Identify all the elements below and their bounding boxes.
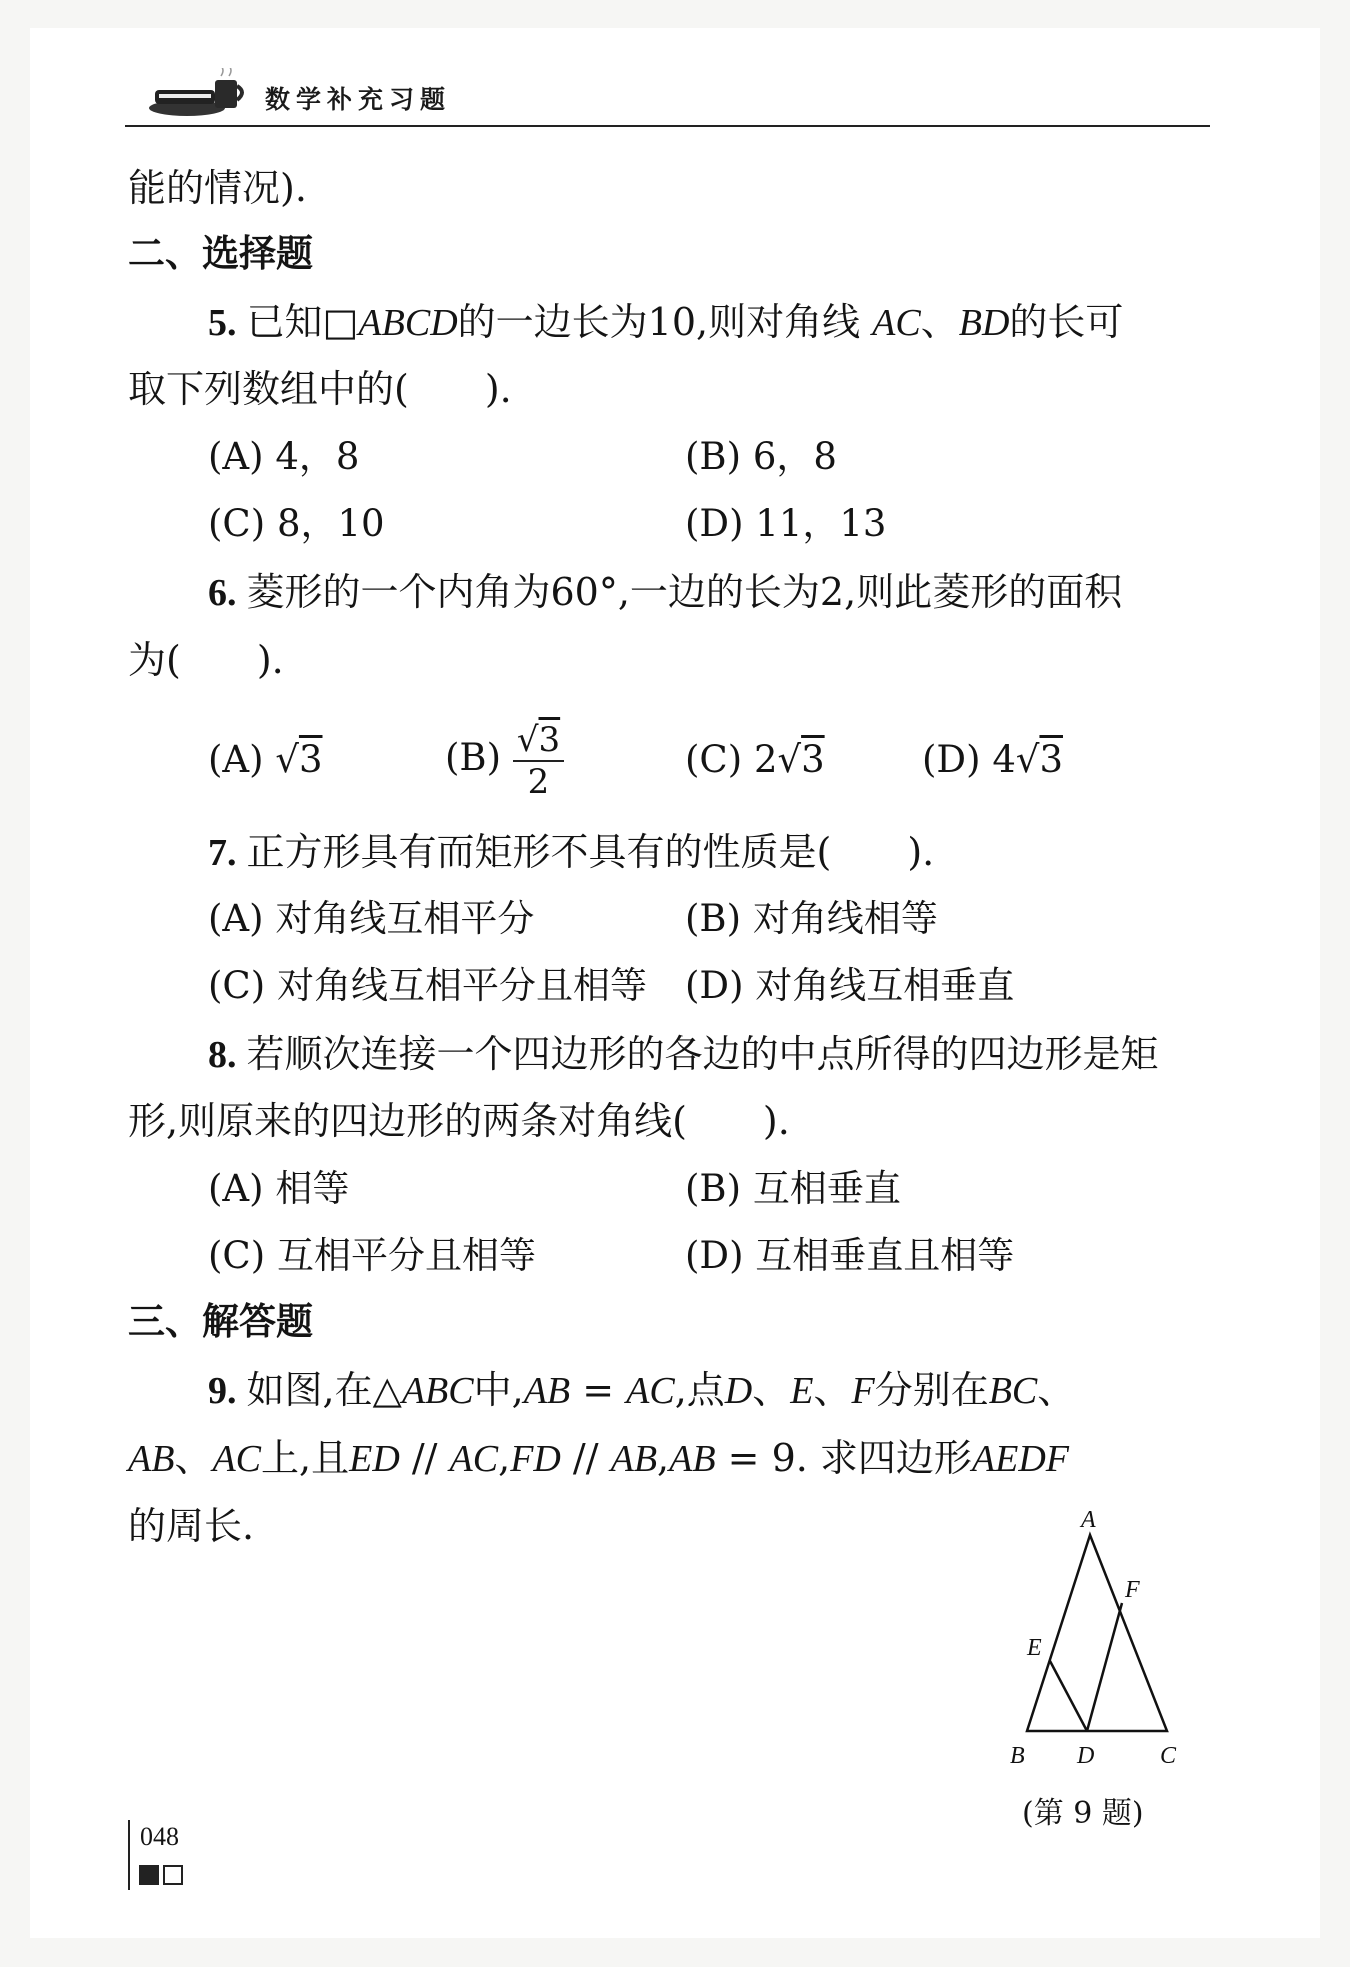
book-title: 数学补充习题 xyxy=(265,85,452,114)
q7-text: 正方形具有而矩形不具有的性质是( ). xyxy=(246,830,935,874)
q8-option-d: (D) 互相垂直且相等 xyxy=(685,1234,1015,1277)
q6-c-label: (C) xyxy=(685,738,743,781)
q5-option-d: (D) 11，13 xyxy=(685,502,887,545)
q9-number: 9. xyxy=(208,1370,237,1412)
q6-option-d xyxy=(922,738,1063,782)
q6-d-coef: 4 xyxy=(992,738,1016,781)
q5-sep: 、 xyxy=(920,300,959,344)
intro-fragment: 能的情况). xyxy=(128,166,307,210)
q6-text: 菱形的一个内角为60°,一边的长为2,则此菱形的面积 xyxy=(246,570,1123,614)
q6-a-value: 3 xyxy=(298,738,323,781)
q7-line1 xyxy=(208,830,934,875)
q5-option-b: (B) 6，8 xyxy=(685,435,837,478)
q5-option-c: (C) 8，10 xyxy=(208,502,385,545)
section-answer-heading: 三、解答题 xyxy=(128,1300,313,1343)
q5-number: 5. xyxy=(208,302,237,344)
books-cup-icon xyxy=(147,68,247,120)
q5-text-c: 的长可 xyxy=(1009,300,1124,344)
q9-ed: ED xyxy=(349,1438,400,1480)
q8-line2: 形,则原来的四边形的两条对角线( ). xyxy=(128,1099,790,1143)
q9-l2-ab2: AB xyxy=(610,1438,658,1480)
q9-d: D xyxy=(724,1370,753,1412)
sqrt-symbol: √ xyxy=(275,738,299,781)
q9-eq: = xyxy=(570,1368,627,1412)
q9-ab: AB xyxy=(523,1370,571,1412)
q6-b-label: (B) xyxy=(445,736,502,779)
triangle-abc xyxy=(1027,1535,1167,1731)
q9-comma1: , xyxy=(498,1436,511,1480)
q6-c-value: 3 xyxy=(801,738,825,781)
q9-bc: BC xyxy=(988,1370,1038,1412)
footer-squares-icon xyxy=(138,1862,188,1888)
q8-text: 若顺次连接一个四边形的各边的中点所得的四边形是矩 xyxy=(246,1032,1159,1076)
figure-caption: (第 9 题) xyxy=(1022,1796,1144,1831)
q6-d-label: (D) xyxy=(922,738,981,781)
q6-c-coef: 2 xyxy=(753,738,778,781)
q9-l2-sep: 、 xyxy=(174,1436,213,1480)
q9-text-e: 、 xyxy=(1037,1368,1076,1412)
q9-text-c: ,点 xyxy=(674,1368,725,1412)
q9-e: E xyxy=(790,1370,814,1412)
label-a: A xyxy=(1081,1507,1096,1533)
q9-comma2: , xyxy=(657,1436,670,1480)
q9-text-d: 分别在 xyxy=(874,1368,989,1412)
q6-b-num-value: 3 xyxy=(538,719,561,760)
q5-option-a: (A) 4，8 xyxy=(208,435,360,478)
q8-line1 xyxy=(208,1032,1159,1077)
q5-text-b: 的一边长为10,则对角线 xyxy=(457,300,861,344)
label-f: F xyxy=(1125,1577,1140,1603)
q9-abc: ABC xyxy=(401,1370,474,1412)
q6-option-b xyxy=(445,718,564,808)
q6-a-label: (A) xyxy=(208,738,264,781)
q9-line1 xyxy=(208,1368,1075,1413)
q6-b-numerator xyxy=(513,720,564,762)
q5-text-a: 已知 xyxy=(246,300,323,344)
parallelogram-symbol: □ xyxy=(322,300,359,344)
q8-number: 8. xyxy=(208,1034,237,1076)
q7-option-d: (D) 对角线互相垂直 xyxy=(685,964,1015,1007)
segment-fd xyxy=(1087,1603,1122,1731)
q9-sep2: 、 xyxy=(813,1368,852,1412)
q9-l2-text-a: 上,且 xyxy=(261,1436,350,1480)
q5-bd: BD xyxy=(958,302,1010,344)
label-d: D xyxy=(1077,1743,1095,1769)
q8-option-a: (A) 相等 xyxy=(208,1167,350,1210)
segment-ed xyxy=(1050,1661,1087,1731)
footer-rule xyxy=(128,1820,130,1890)
q9-l2-ab3: AB xyxy=(669,1438,716,1480)
q9-text-a: 如图,在△ xyxy=(246,1368,402,1412)
q6-option-c xyxy=(685,738,825,782)
q5-line1 xyxy=(208,300,1123,345)
label-c: C xyxy=(1160,1743,1177,1769)
section-choice-heading: 二、选择题 xyxy=(128,232,313,275)
q9-fd: FD xyxy=(510,1438,561,1480)
q9-line2 xyxy=(128,1436,1069,1481)
q5-line2: 取下列数组中的( ). xyxy=(128,367,512,411)
q9-f: F xyxy=(851,1370,875,1412)
q9-par2: // xyxy=(560,1436,611,1480)
q9-sep1: 、 xyxy=(752,1368,791,1412)
q8-option-b: (B) 互相垂直 xyxy=(685,1167,901,1210)
q6-b-fraction xyxy=(513,720,564,802)
q6-line2: 为( ). xyxy=(128,638,284,682)
q6-number: 6. xyxy=(208,572,237,614)
q9-ac: AC xyxy=(626,1370,675,1412)
q7-option-b: (B) 对角线相等 xyxy=(685,897,938,940)
label-e: E xyxy=(1027,1635,1042,1661)
q7-number: 7. xyxy=(208,832,237,874)
q9-aedf: AEDF xyxy=(971,1438,1069,1480)
page-header xyxy=(125,50,1210,127)
q9-l2-ac: AC xyxy=(212,1438,262,1480)
q6-option-a xyxy=(208,738,322,782)
q9-par1: // xyxy=(399,1436,450,1480)
q7-option-a: (A) 对角线互相平分 xyxy=(208,897,535,940)
q6-b-denominator: 2 xyxy=(527,761,550,802)
label-b: B xyxy=(1010,1743,1025,1769)
q9-l2-ac2: AC xyxy=(449,1438,499,1480)
page-number: 048 xyxy=(140,1822,179,1851)
q9-l2-text-b: = 9. 求四边形 xyxy=(715,1436,972,1480)
q6-d-value: 3 xyxy=(1039,738,1063,781)
triangle-figure xyxy=(995,1505,1205,1775)
sqrt-symbol: √ xyxy=(777,738,802,781)
q5-ac: AC xyxy=(872,302,921,344)
q9-l2-ab: AB xyxy=(128,1438,175,1480)
q9-line3: 的周长. xyxy=(128,1504,255,1548)
q5-abcd: ABCD xyxy=(358,302,458,344)
sqrt-symbol: √ xyxy=(516,719,539,760)
q9-text-b: 中, xyxy=(473,1368,524,1412)
sqrt-symbol: √ xyxy=(1015,738,1040,781)
q8-option-c: (C) 互相平分且相等 xyxy=(208,1234,536,1277)
q7-option-c: (C) 对角线互相平分且相等 xyxy=(208,964,647,1007)
q6-line1 xyxy=(208,570,1122,615)
